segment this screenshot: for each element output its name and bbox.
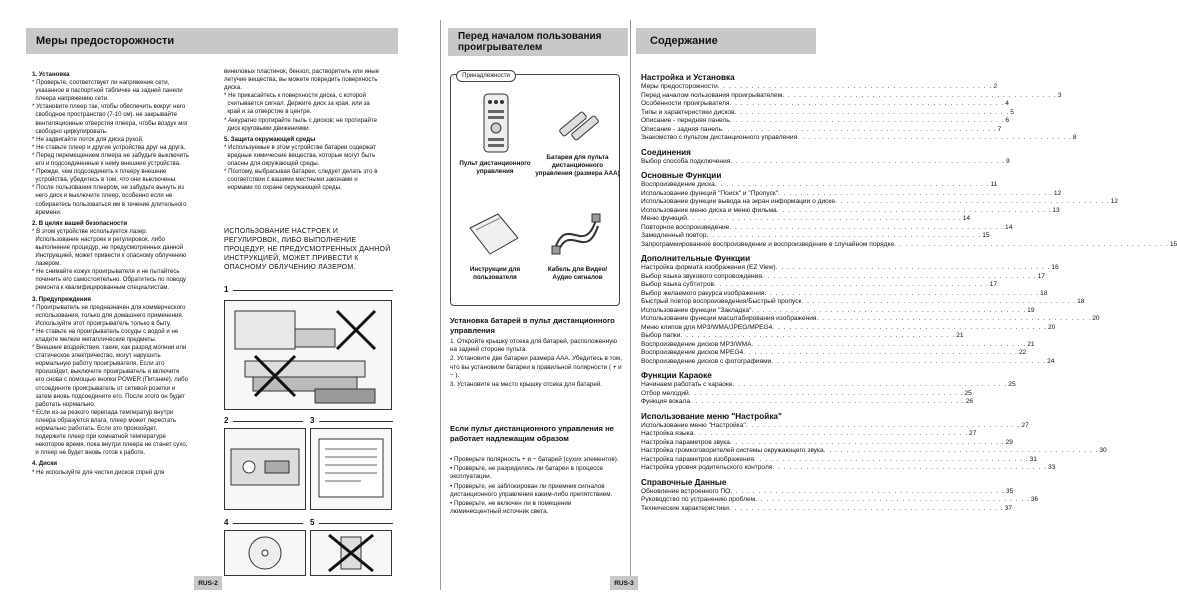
toc-entry[interactable]	[641, 306, 1035, 316]
toc-entry[interactable]	[641, 455, 1037, 465]
precaution-section	[224, 136, 392, 193]
toc-entry[interactable]	[641, 134, 1077, 143]
precaution-text-line: лазером.	[32, 260, 62, 268]
precaution-text-line: нормальную работу проигрывателя. Если это	[32, 360, 165, 368]
toc-entry-page: 27	[969, 430, 977, 437]
precaution-text-line: * Не ставьте плеер и другие устройства друг на друга.	[32, 143, 186, 151]
toc-leader-dots	[730, 158, 1005, 167]
toc-entry-page: 17	[1037, 272, 1045, 280]
toc-entry-title: Настройка параметров изображения	[641, 455, 754, 463]
toc-entry-title: Выбор языка звукового сопровождения	[641, 272, 762, 280]
table-of-contents	[641, 68, 1177, 513]
toc-entry-page: 22	[1018, 349, 1027, 356]
toc-entry[interactable]	[641, 181, 998, 190]
toc-section-heading: Дополнительные Функции	[641, 254, 751, 263]
precaution-section-heading: 4. Диски	[32, 460, 58, 468]
toc-entry[interactable]	[641, 232, 990, 241]
precaution-text-line: плеера напряжению сети.	[32, 95, 109, 103]
precaution-text-line: починить его самостоятельно. Обратитесь по поводу	[32, 276, 186, 284]
precaution-text-line: его и подсоединенные к нему внешние устройства.	[32, 160, 181, 168]
page-title-contents: Содержание	[636, 28, 816, 54]
toc-leader-dots	[706, 232, 981, 241]
prohibited-icon	[311, 531, 391, 575]
toc-entry-page: 18	[1077, 298, 1085, 305]
toc-entry-page: 14	[1005, 223, 1013, 231]
precaution-text-line: диска.	[224, 84, 242, 92]
laser-warning-line: РЕГУЛИРОВОК, ЛИБО ВЫПОЛНЕНИЕ	[224, 237, 357, 244]
toc-entry-title: Использование функции "Закладка"	[641, 306, 752, 314]
toc-entry-page: 36	[1030, 496, 1039, 503]
toc-entry-title: Выбор языка субтитров	[641, 281, 714, 288]
precaution-text-line: * Установите плеер так, чтобы обеспечить вокруг него	[32, 103, 186, 111]
toc-leader-dots	[894, 241, 1169, 250]
precaution-text-line: край и за отверстие в центре.	[224, 108, 312, 116]
remote-trouble-list	[450, 456, 622, 517]
toc-leader-dots	[730, 488, 1005, 497]
toc-leader-dots	[714, 281, 989, 290]
toc-entry-page: 20	[1092, 315, 1100, 322]
figure-5-no-chemicals	[310, 530, 392, 576]
toc-section-heading: Основные Функции	[641, 171, 722, 180]
precaution-section-heading: 5. Защита окружающей среды	[224, 135, 316, 143]
toc-entry-page: 21	[956, 332, 964, 339]
precaution-text-line: ремонта к квалифицированным специалистам.	[32, 284, 170, 292]
precaution-text-line: кладите мелкие металлические предметы.	[32, 336, 157, 343]
figure-number-2: 2	[224, 416, 229, 425]
precaution-text-line: * Проверьте, соответствует ли напряжение сети,	[32, 79, 170, 87]
toc-entry-title: Отбор мелодий	[641, 389, 689, 397]
precaution-text-line: устройства, убедитесь в том, что они выключены.	[32, 176, 177, 184]
precaution-text-line: нормами по охране окружающей среды.	[224, 184, 342, 192]
toc-entry[interactable]	[641, 240, 1177, 250]
precaution-section	[32, 296, 218, 458]
precaution-text-line: вентиляционные отверстия плеера, чтобы воздух мог	[32, 119, 189, 127]
toc-entry-page: 7	[997, 125, 1002, 133]
toc-leader-dots	[771, 358, 1046, 367]
toc-entry-page: 24	[1047, 357, 1055, 365]
precaution-text-line: вредные химические вещества, которые могут быть	[224, 151, 376, 159]
toc-entry[interactable]	[641, 223, 1013, 233]
precaution-text-line: Использование настроек и регулировок, либо	[32, 235, 165, 243]
rear-panel-icon	[225, 429, 305, 509]
toc-leader-dots	[718, 83, 993, 92]
toc-entry-page: 9	[1006, 157, 1010, 165]
figure-4-disc-handling	[224, 530, 306, 576]
toc-entry[interactable]	[641, 83, 998, 92]
precaution-text-line: * После пользования плеером, не забудьте вынуть из	[32, 184, 185, 192]
toc-entry-page: 15	[1169, 240, 1177, 248]
toc-leader-dots	[776, 264, 1051, 273]
precaution-text-line: виниловых пластинок, бензол, растворитель или иные	[224, 68, 380, 75]
battery-install-heading: Установка батарей в пульт дистанционного управления	[450, 316, 615, 335]
toc-entry-title: Описание - передняя панель	[641, 117, 730, 124]
toc-leader-dots	[764, 290, 1039, 299]
toc-leader-dots	[754, 456, 1029, 465]
toc-entry-page: 12	[1053, 189, 1062, 197]
toc-section-heading: Справочные Данные	[641, 477, 727, 487]
laser-warning-line: ПРОЦЕДУР, НЕ ПРЕДУСМОТРЕННЫХ ДАННОЙ	[224, 246, 391, 253]
toc-section-heading: Функции Караоке	[641, 371, 712, 380]
toc-entry[interactable]	[641, 108, 1014, 118]
precaution-text-line: подержите плеер при комнатной температуре	[32, 433, 166, 441]
toc-leader-dots	[689, 390, 964, 399]
toc-entry-page: 18	[1040, 289, 1048, 297]
toc-entry[interactable]	[641, 504, 1013, 514]
precaution-text-line: * Если из-за резкого перепада температур внутри	[32, 408, 174, 416]
toc-entry-title: Воспроизведение дисков MP3/WMA	[641, 340, 752, 348]
toc-leader-dots	[715, 181, 990, 190]
precaution-text-line: использования, только для домашнего применения.	[32, 311, 184, 319]
toc-entry-page: 2	[993, 83, 998, 90]
toc-leader-dots	[730, 439, 1005, 448]
figure-divider	[233, 421, 303, 422]
toc-leader-dots	[824, 447, 1099, 456]
toc-entry-title: Начинаем работать с караоке	[641, 381, 733, 388]
toc-leader-dots	[772, 324, 1047, 333]
toc-entry-title: Меню клипов для MP3/WMA/JPEG/MPEG4	[641, 323, 773, 331]
toc-entry-page: 29	[1005, 438, 1013, 446]
page-number-left: RUS-2	[194, 576, 222, 590]
toc-entry[interactable]	[641, 357, 1055, 367]
toc-entry[interactable]	[641, 206, 1060, 216]
precaution-section-heading: 3. Предупреждения	[32, 295, 91, 303]
label-plate-icon	[311, 429, 391, 509]
toc-entry[interactable]	[641, 421, 1029, 431]
toc-leader-dots	[729, 100, 1004, 109]
toc-entry[interactable]	[641, 496, 1039, 505]
figure-divider	[319, 523, 393, 524]
toc-entry[interactable]	[641, 438, 1013, 448]
toc-entry[interactable]	[641, 100, 1009, 109]
precaution-text-line: статическое электричество, могут нарушить	[32, 352, 161, 360]
precaution-text-line: собираетесь пользоваться им в течение длительного	[32, 200, 187, 208]
toc-entry-title: Повторное воспроизведение	[641, 223, 730, 231]
precautions-column-1	[32, 68, 218, 478]
precaution-text-line: плеера образуется влага, плеер может перестать	[32, 416, 177, 424]
remote-control-icon	[476, 92, 516, 154]
figure-divider	[233, 523, 303, 524]
accessory-manual-caption: Инструкции для пользователя	[469, 266, 521, 281]
accessory-batteries-caption: Батареи для пульта дистанционного управления (размера AAA)	[535, 154, 620, 177]
precaution-text-line: свободно циркулировать.	[32, 127, 108, 135]
player-illustration-icon	[225, 301, 391, 409]
battery-step: 1. Откройте крышку отсека для батарей, расположенную на задней стороне пульта.	[450, 338, 617, 354]
toc-entry-title: Знакомство с пультом дистанционного управления	[641, 134, 798, 141]
toc-entry-page: 20	[1048, 323, 1056, 331]
remote-trouble-heading: Если пульт дистанционного управления не работает надлежащим образом	[450, 424, 614, 443]
toc-entry-page: 21	[1027, 340, 1035, 348]
toc-entry[interactable]	[641, 117, 1010, 126]
toc-entry[interactable]	[641, 264, 1059, 273]
precaution-text-line: свободное пространство (7-10 см). не закрывайте	[32, 111, 177, 119]
toc-leader-dots	[817, 315, 1092, 324]
laser-warning	[224, 227, 392, 272]
toc-leader-dots	[733, 381, 1008, 390]
toc-entry[interactable]	[641, 447, 1107, 456]
toc-leader-dots	[797, 134, 1072, 143]
toc-entry-page: 37	[1004, 504, 1013, 512]
page-title-precautions: Меры предосторожности	[26, 28, 398, 54]
figure-2-rear-panel	[224, 428, 306, 510]
toc-entry-title: Использование функции масштабирования изображения	[641, 315, 817, 322]
figure-divider	[319, 421, 393, 422]
toc-entry-title: Использование функций "Поиск" и "Пропуск"	[641, 189, 779, 197]
toc-entry-title: Настройка формата изображения (EZ View)	[641, 264, 776, 271]
precaution-text-line: некоторое время, пока внутри плеера не станет сухо,	[32, 441, 188, 449]
precaution-section-heading: 1. Установка	[32, 71, 70, 78]
toc-entry-title: Использование функции вывода на экран информации о диске	[641, 198, 836, 205]
toc-leader-dots	[693, 430, 968, 439]
toc-entry[interactable]	[641, 125, 1002, 135]
toc-entry-title: Типы и характеристики дисков	[641, 108, 735, 116]
precaution-text-line: * Прежде, чем подсоединить к плееру внешние	[32, 168, 167, 176]
precaution-text-line: * Аккуратно протирайте пыль с дисков; не протирайте	[224, 116, 377, 124]
precaution-text-line: и плеер не будет вновь готов к работе.	[32, 449, 146, 457]
battery-install-steps	[450, 338, 622, 390]
toc-entry-title: Настройка языка	[641, 430, 694, 437]
toc-leader-dots	[729, 505, 1004, 514]
toc-entry-page: 26	[965, 398, 974, 405]
toc-entry-title: Особенности проигрывателя	[641, 100, 730, 107]
precaution-text-line: * Не задвигайте лоток для диска рукой.	[32, 135, 144, 143]
toc-entry-page: 6	[1005, 117, 1010, 124]
precaution-text-line: * Проигрыватель не предназначен для коммерческого	[32, 303, 186, 311]
toc-leader-dots	[729, 224, 1004, 233]
figure-number-5: 5	[310, 518, 315, 527]
toc-leader-dots	[772, 464, 1047, 473]
toc-entry-page: 12	[1110, 198, 1119, 205]
page-divider	[630, 20, 631, 590]
toc-entry-title: Меры предосторожности	[641, 83, 718, 90]
battery-step: 2. Установите две батареи размера AAA. Убедитесь в том, что вы установили батареи в правильной полярности ( + и − ).	[450, 355, 623, 379]
toc-entry[interactable]	[641, 198, 1119, 207]
toc-leader-dots	[690, 398, 965, 407]
toc-entry[interactable]	[641, 91, 1062, 101]
toc-entry[interactable]	[641, 189, 1062, 199]
precaution-text-line: него диск и выключите плеер, особенно если не	[32, 192, 173, 200]
toc-leader-dots	[835, 198, 1110, 207]
page-divider	[440, 20, 441, 590]
toc-entry-page: 35	[1005, 487, 1014, 495]
toc-entry-title: Использование меню "Настройка"	[641, 421, 746, 429]
toc-leader-dots	[778, 190, 1053, 199]
batteries-icon	[554, 106, 604, 146]
precaution-text-line: диск круговыми движениями.	[224, 124, 311, 132]
toc-entry-page: 8	[1072, 134, 1077, 141]
toc-entry[interactable]	[641, 398, 974, 407]
toc-entry-page: 13	[1052, 206, 1060, 214]
toc-entry-title: Замедленный повтор	[641, 232, 707, 239]
precaution-text-line: Инструкцией, может привести к опасному облучению	[32, 252, 187, 260]
accessory-remote-caption: Пульт дистанционного управления	[459, 160, 531, 175]
battery-step: 3. Установите на место крышку отсека для батарей.	[450, 381, 603, 389]
precautions-column-2	[224, 68, 392, 193]
precaution-text-line: указанное в паспортной табличке на задней панели	[32, 87, 183, 95]
toc-entry-title: Воспроизведение дисков MPEG4	[641, 349, 744, 356]
trouble-item: • Проверьте, не включен ли в помещении люминесцентный источник света.	[450, 500, 572, 516]
precaution-text-line: времени.	[32, 208, 62, 216]
precaution-section	[32, 460, 218, 476]
toc-entry-title: Запрограммированное воспроизведение и воспроизведение в случайном порядке	[641, 240, 895, 248]
page-title-before-use: Перед началом пользования проигрывателем	[448, 28, 628, 56]
toc-entry-page: 4	[1005, 100, 1009, 107]
toc-entry[interactable]	[641, 281, 997, 290]
precaution-text-line: Используйте этот проигрыватель только в быту.	[32, 319, 172, 327]
figure-3-label-plate	[310, 428, 392, 510]
toc-entry-page: 33	[1048, 464, 1056, 471]
toc-section-heading: Настройка и Установка	[641, 73, 735, 82]
toc-entry[interactable]	[641, 298, 1085, 307]
toc-entry-page: 19	[1027, 306, 1035, 314]
precaution-text-line: отсоедините проигрыватель от сетевой розетки и	[32, 384, 176, 392]
toc-entry[interactable]	[641, 315, 1100, 324]
toc-entry-title: Выбор папки	[641, 332, 681, 339]
page-number-right: RUS-3	[610, 576, 638, 590]
toc-entry-title: Настройка уровня родительского контроля	[641, 464, 773, 471]
toc-entry[interactable]	[641, 464, 1056, 473]
precaution-text-line: соответствии с вашими местными законами и	[224, 176, 358, 184]
toc-entry-title: Быстрый повтор воспроизведения/Быстрый пропуск	[641, 298, 802, 305]
toc-entry[interactable]	[641, 389, 972, 399]
precaution-text-line: * В этом устройстве используется лазер.	[32, 227, 148, 235]
manual-book-icon	[462, 210, 522, 260]
toc-leader-dots	[746, 422, 1021, 431]
toc-leader-dots	[743, 349, 1018, 358]
figure-number-1: 1	[224, 285, 229, 294]
toc-leader-dots	[801, 298, 1076, 307]
toc-leader-dots	[687, 215, 962, 224]
toc-leader-dots	[751, 307, 1026, 316]
toc-entry[interactable]	[641, 487, 1014, 497]
toc-entry-title: Воспроизведение диска	[641, 181, 715, 188]
precaution-text-line: * Внешние воздействия, такие, как разряд молнии или	[32, 344, 187, 352]
toc-section-heading: Использование меню "Настройка"	[641, 411, 782, 421]
toc-entry[interactable]	[641, 349, 1027, 358]
toc-entry-page: 17	[989, 281, 997, 288]
precaution-text-line: * Перед перемещением плеера не забудьте выключить	[32, 151, 190, 159]
toc-entry[interactable]	[641, 332, 964, 341]
toc-entry-title: Функция вокала	[641, 398, 691, 405]
toc-entry-page: 14	[962, 215, 971, 222]
precaution-text-line: считывается сигнал. Держите диск за края, или за	[224, 100, 370, 108]
toc-entry[interactable]	[641, 215, 971, 224]
toc-entry-page: 25	[1008, 381, 1016, 388]
precaution-text-line: его снова с помощью кнопки POWER (Питание), либо	[32, 376, 188, 384]
toc-leader-dots	[782, 92, 1057, 101]
precaution-section	[32, 220, 218, 293]
toc-entry[interactable]	[641, 289, 1048, 299]
precaution-text-line: выполнение процедур, не предусмотренных данной	[32, 243, 184, 251]
precaution-section	[224, 68, 392, 133]
toc-entry-title: Настройка громкоговорителей системы окружающего звука	[641, 447, 824, 454]
precaution-section	[32, 71, 218, 217]
toc-entry-page: 31	[1029, 455, 1037, 463]
accessories-tab: Принадлежности	[456, 70, 516, 82]
toc-leader-dots	[777, 207, 1052, 216]
av-cable-icon	[548, 206, 604, 262]
toc-entry-title: Перед началом пользования проигрывателем	[641, 91, 783, 99]
toc-entry-page: 27	[1021, 421, 1029, 429]
precaution-text-line: затем вновь подсоедините его. После этого он будет	[32, 392, 186, 400]
precaution-section-heading: 2. В целях вашей безопасности	[32, 219, 128, 227]
toc-entry-page: 11	[990, 181, 998, 188]
toc-entry-title: Технические характеристики	[641, 504, 729, 512]
toc-entry-page: 15	[982, 232, 990, 239]
precaution-text-line: летучие вещества, вы можете повредить поверхность	[224, 76, 378, 84]
toc-leader-dots	[730, 117, 1005, 126]
toc-leader-dots	[752, 341, 1027, 350]
accessory-cable-caption: Кабель для Видео/Аудио сигналов	[547, 266, 608, 281]
toc-entry-title: Обновление встроенного ПО	[641, 487, 731, 495]
precaution-text-line: * Поэтому, выбрасывая батареи, следует делать это в	[224, 168, 378, 176]
toc-leader-dots	[722, 126, 997, 135]
toc-entry-title: Описание - задняя панель	[641, 125, 722, 133]
toc-entry-title: Руководство по устранению проблем	[641, 496, 756, 503]
toc-entry[interactable]	[641, 157, 1010, 167]
toc-leader-dots	[762, 273, 1037, 282]
figure-number-3: 3	[310, 416, 315, 425]
toc-entry[interactable]	[641, 272, 1045, 282]
trouble-item: • Проверьте, не разрядились ли батареи в процессе эксплуатации.	[450, 465, 604, 481]
toc-leader-dots	[755, 496, 1030, 505]
precaution-text-line: * Не прикасайтесь к поверхности диска, с которой	[224, 92, 366, 100]
toc-entry[interactable]	[641, 340, 1035, 350]
figure-number-4: 4	[224, 518, 229, 527]
toc-entry-page: 25	[964, 389, 972, 397]
laser-warning-line: ОПАСНОМУ ОБЛУЧЕНИЮ ЛАЗЕРОМ.	[224, 264, 356, 271]
toc-entry-page: 16	[1051, 264, 1059, 271]
toc-leader-dots	[680, 332, 955, 341]
toc-entry[interactable]	[641, 430, 977, 439]
precaution-text-line: * Не используйте для чистки дисков спрей для	[32, 468, 165, 476]
precaution-text-line: работать нормально.	[32, 400, 96, 408]
precaution-text-line: * Не ставьте на проигрыватель сосуды с водой и не	[32, 327, 179, 335]
toc-entry[interactable]	[641, 323, 1056, 333]
toc-entry-title: Использование меню диска и меню фильма	[641, 206, 777, 214]
precaution-text-line: опасны для окружающей среды.	[224, 160, 320, 168]
precaution-text-line: * Используемые в этом устройстве батареи содержат	[224, 143, 376, 151]
disc-handling-icon	[225, 531, 305, 575]
precaution-text-line: произойдет, выключите проигрыватель и включите	[32, 368, 180, 376]
trouble-item: • Проверьте полярность + и − батарей (сухих элементов).	[450, 456, 619, 463]
toc-entry-title: Настройка параметров звука	[641, 438, 730, 446]
figure-divider	[233, 290, 393, 291]
toc-entry[interactable]	[641, 381, 1016, 390]
trouble-item: • Проверьте, не заблокирован ли приемник сигналов дистанционного управления каким-либо препятствием.	[450, 482, 613, 498]
toc-section-heading: Соединения	[641, 147, 691, 157]
toc-entry-page: 5	[1010, 108, 1014, 116]
laser-warning-line: ИСПОЛЬЗОВАНИЕ НАСТРОЕК И	[224, 228, 339, 235]
toc-entry-title: Воспроизведение дисков с фотографиями	[641, 357, 772, 365]
toc-entry-title: Меню функций	[641, 215, 687, 222]
figure-1-player-placement	[224, 300, 392, 410]
toc-entry-title: Выбор желаемого ракурса изображения	[641, 289, 765, 297]
precaution-text-line: * Не снимайте кожух проигрывателя и не пытайтесь	[32, 268, 180, 276]
toc-entry-page: 3	[1057, 91, 1062, 99]
precaution-text-line: нормально работать. Если это произойдет,	[32, 425, 158, 433]
laser-warning-line: ИНСТРУКЦИЕЙ, МОЖЕТ ПРИВЕСТИ К	[224, 255, 359, 262]
toc-entry-title: Выбор способа подключения	[641, 157, 731, 165]
toc-leader-dots	[735, 109, 1010, 118]
toc-entry-page: 30	[1099, 447, 1107, 454]
